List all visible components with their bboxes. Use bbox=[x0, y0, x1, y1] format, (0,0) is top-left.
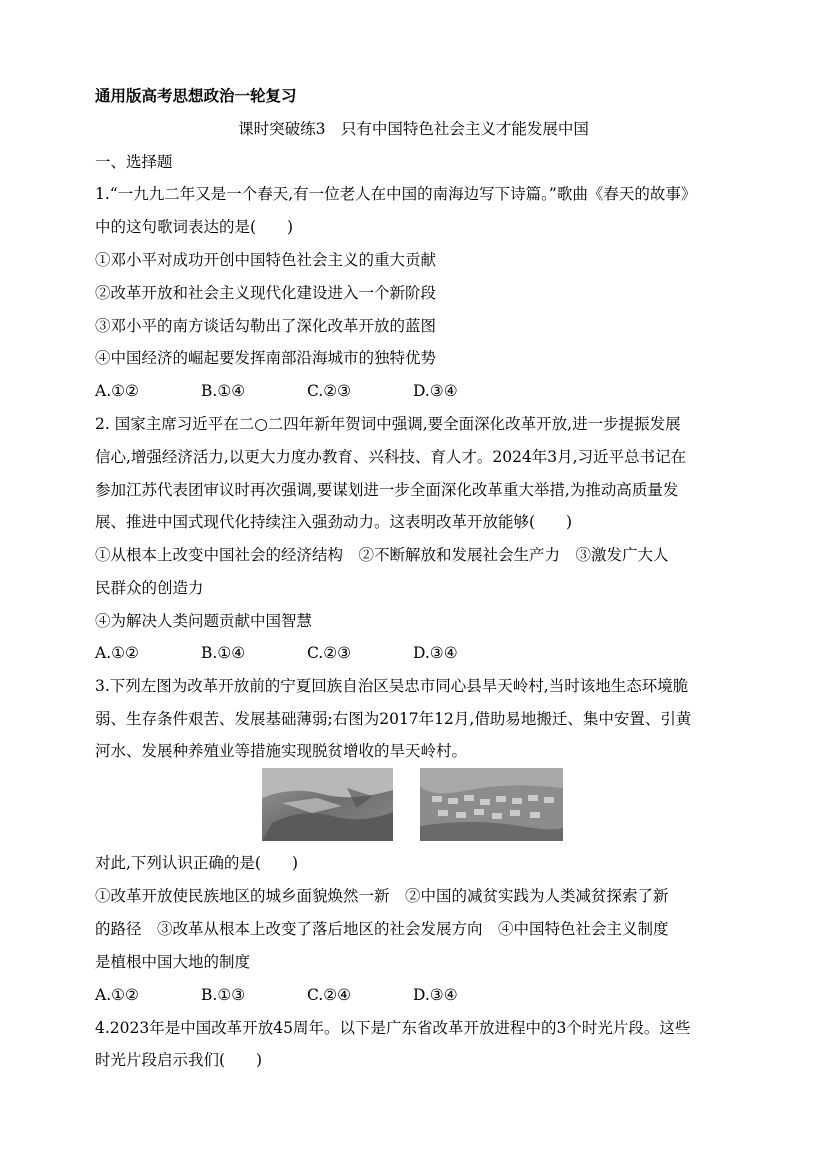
q2-options bbox=[95, 643, 519, 663]
before-reform-village-photo bbox=[262, 768, 393, 841]
q3-option-d[interactable]: D.③④ bbox=[413, 986, 458, 1004]
q3-option-b[interactable]: B.①③ bbox=[201, 986, 246, 1004]
q1-item: ②改革开放和社会主义现代化建设进入一个新阶段 bbox=[95, 284, 437, 302]
q2-option-c[interactable]: C.②③ bbox=[307, 644, 352, 662]
q3-item: 的路径 ③改革从根本上改变了落后地区的社会发展方向 ④中国特色社会主义制度 bbox=[95, 920, 669, 938]
q2-option-a[interactable]: A.①② bbox=[95, 644, 139, 662]
q2-option-d[interactable]: D.③④ bbox=[413, 644, 458, 662]
q1-option-c[interactable]: C.②③ bbox=[307, 382, 352, 400]
section-title: 一、选择题 bbox=[95, 153, 173, 171]
q2-item: ①从根本上改变中国社会的经济结构 ②不断解放和发展社会生产力 ③激发广大人 bbox=[95, 546, 669, 564]
q3-stem-line: 3.下列左图为改革开放前的宁夏回族自治区吴忠市同心县旱天岭村,当时该地生态环境脆 bbox=[95, 677, 689, 695]
q4-stem-line: 时光片段启示我们( ) bbox=[95, 1051, 263, 1069]
q3-prompt: 对此,下列认识正确的是( ) bbox=[95, 854, 299, 872]
q3-stem-line: 河水、发展种养殖业等措施实现脱贫增收的旱天岭村。 bbox=[95, 742, 468, 760]
q1-option-a[interactable]: A.①② bbox=[95, 382, 139, 400]
lesson-title: 课时突破练3 只有中国特色社会主义才能发展中国 bbox=[238, 120, 589, 138]
q3-option-c[interactable]: C.②④ bbox=[307, 986, 352, 1004]
q2-stem-line: 信心,增强经济活力,以更大力度办教育、兴科技、育人才。2024年3月,习近平总书记在 bbox=[95, 448, 687, 466]
q1-item: ④中国经济的崛起要发挥南部沿海城市的独特优势 bbox=[95, 349, 437, 367]
after-reform-village-photo bbox=[420, 768, 563, 841]
q1-stem-line: 中的这句歌词表达的是( ) bbox=[95, 218, 294, 236]
q1-item: ①邓小平对成功开创中国特色社会主义的重大贡献 bbox=[95, 251, 437, 269]
q4-stem-line: 4.2023年是中国改革开放45周年。以下是广东省改革开放进程中的3个时光片段。这些 bbox=[95, 1019, 691, 1037]
q3-item: ①改革开放使民族地区的城乡面貌焕然一新 ②中国的减贫实践为人类减贫探索了新 bbox=[95, 887, 669, 905]
q3-option-a[interactable]: A.①② bbox=[95, 986, 139, 1004]
q1-options bbox=[95, 381, 519, 401]
q2-stem-line: 参加江苏代表团审议时再次强调,要谋划进一步全面深化改革重大举措,为推动高质量发 bbox=[95, 481, 679, 499]
q2-item: 民群众的创造力 bbox=[95, 579, 204, 597]
q1-option-d[interactable]: D.③④ bbox=[413, 382, 458, 400]
q3-item: 是植根中国大地的制度 bbox=[95, 953, 251, 971]
course-title: 通用版高考思想政治一轮复习 bbox=[95, 87, 297, 105]
q1-item: ③邓小平的南方谈话勾勒出了深化改革开放的蓝图 bbox=[95, 317, 437, 335]
q2-item: ④为解决人类问题贡献中国智慧 bbox=[95, 612, 313, 630]
q2-stem-line: 2. 国家主席习近平在二○二四年新年贺词中强调,要全面深化改革开放,进一步提振发展 bbox=[95, 415, 681, 433]
q1-stem-line: 1.“一九九二年又是一个春天,有一位老人在中国的南海边写下诗篇。”歌曲《春天的故事》 bbox=[95, 185, 697, 203]
q2-stem-line: 展、推进中国式现代化持续注入强劲动力。这表明改革开放能够( ) bbox=[95, 513, 573, 531]
q1-option-b[interactable]: B.①④ bbox=[201, 382, 246, 400]
q3-options bbox=[95, 985, 519, 1005]
q2-option-b[interactable]: B.①④ bbox=[201, 644, 246, 662]
q3-stem-line: 弱、生存条件艰苦、发展基础薄弱;右图为2017年12月,借助易地搬迁、集中安置、引黄 bbox=[95, 710, 692, 728]
